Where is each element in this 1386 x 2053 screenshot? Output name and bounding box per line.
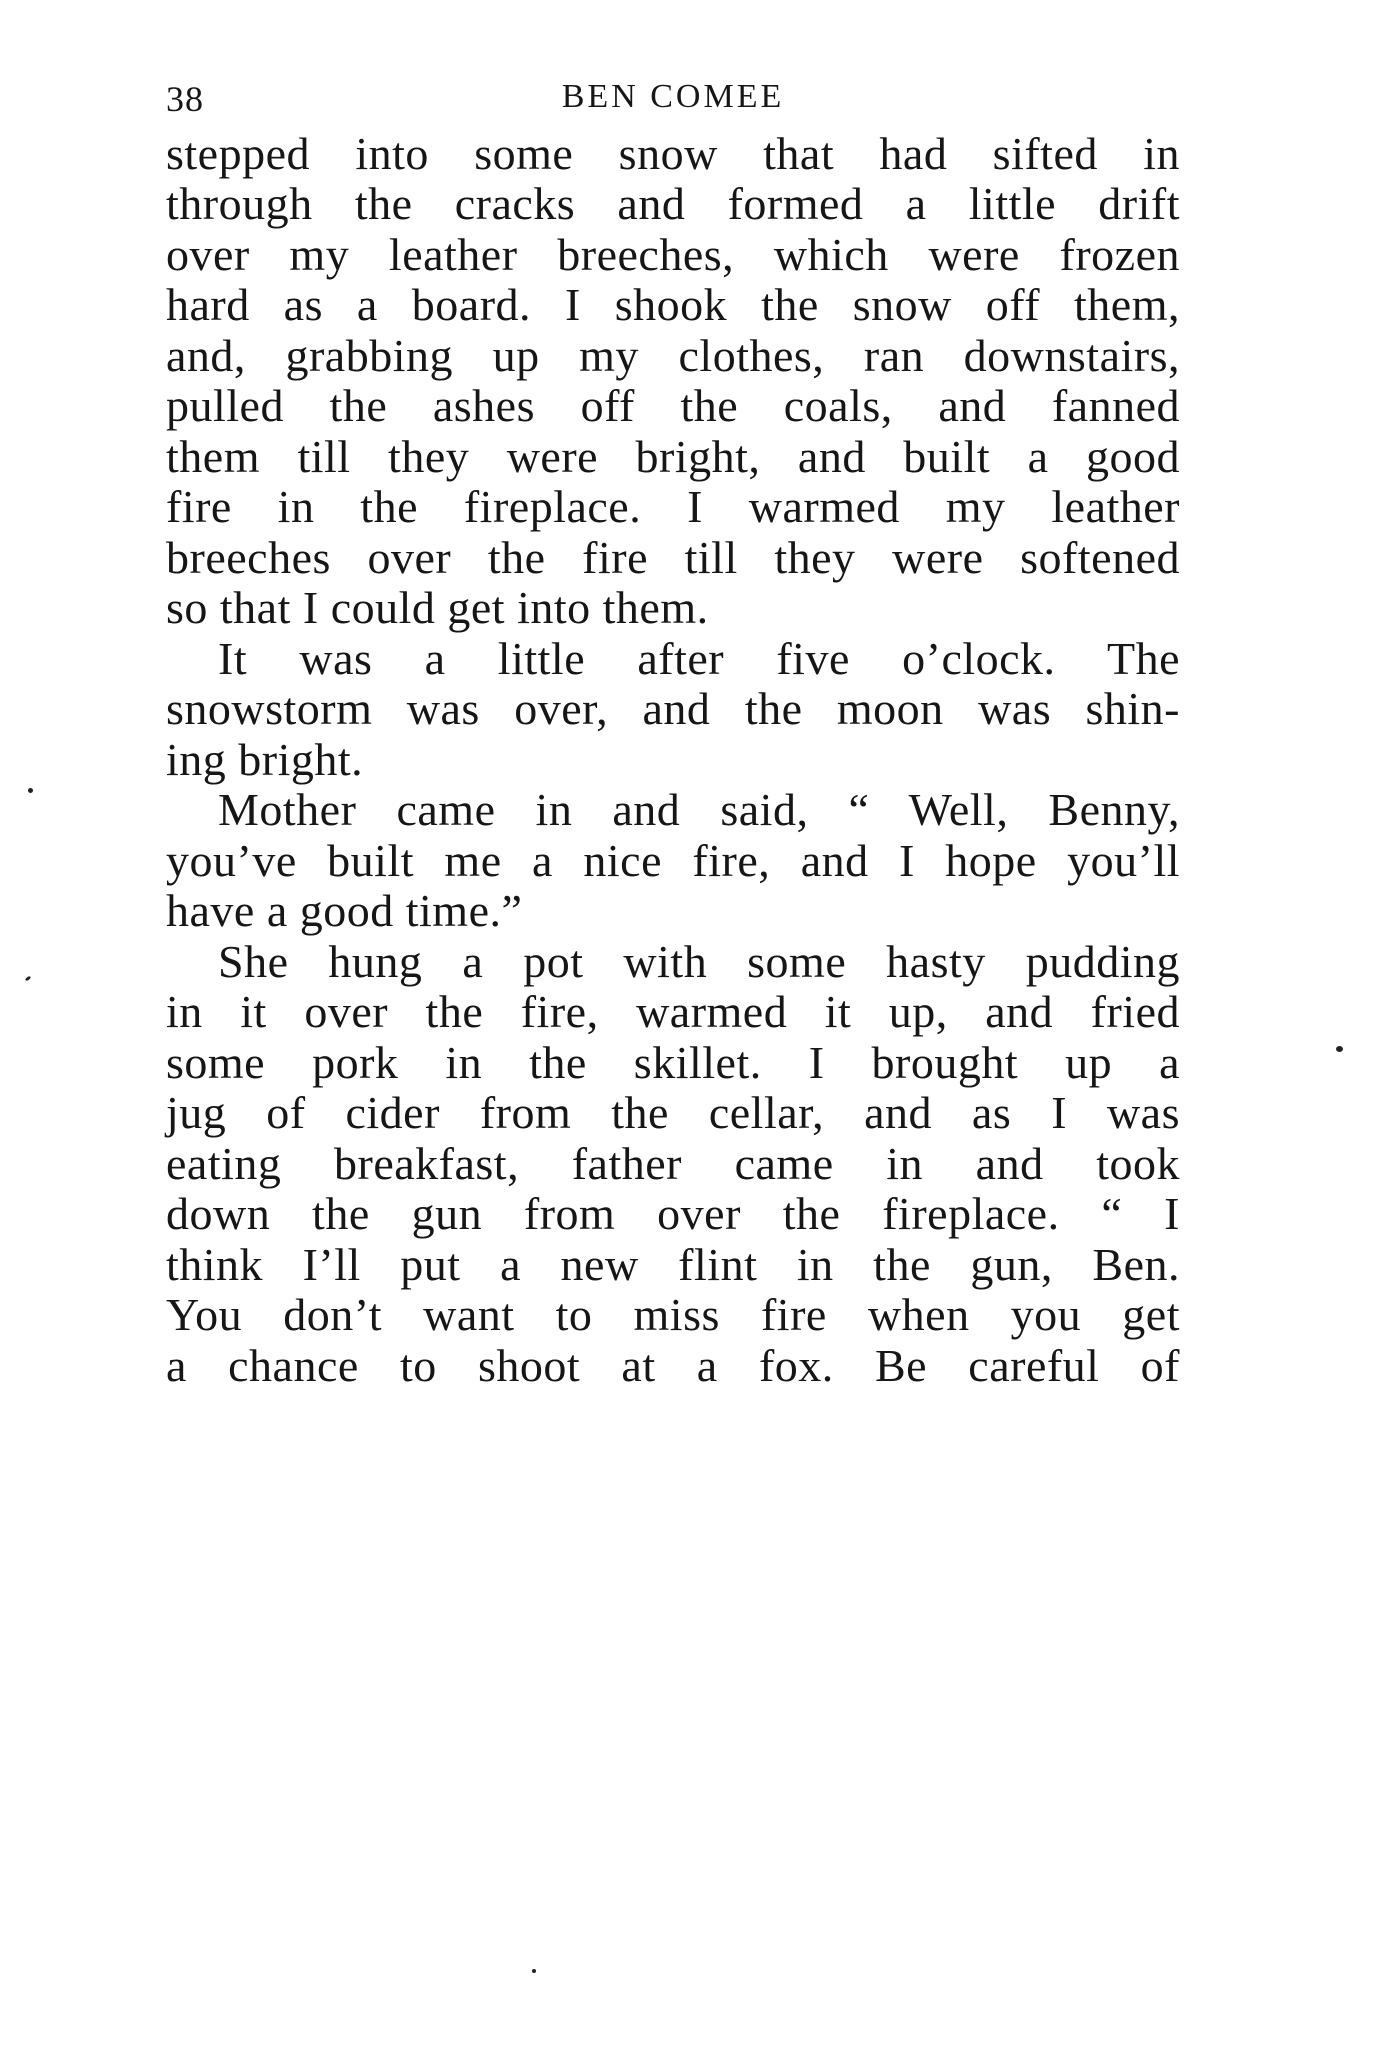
paragraph-first-line: She hung a pot with some hasty pudding <box>218 936 1180 987</box>
text-line: you’ve built me a nice fire, and I hope you’ll <box>166 835 1180 886</box>
paragraph-first-line: It was a little after five o’clock. The <box>218 633 1180 684</box>
text-line: in it over the fire, warmed it up, and fried <box>166 986 1180 1037</box>
text-line: jug of cider from the cellar, and as I was <box>166 1087 1180 1138</box>
paper-speck <box>532 1969 536 1973</box>
text-line: some pork in the skillet. I brought up a <box>166 1037 1180 1088</box>
text-line: ing bright. <box>166 734 364 785</box>
text-line: snowstorm was over, and the moon was shin- <box>166 683 1180 734</box>
text-line: over my leather breeches, which were frozen <box>166 229 1180 280</box>
text-line: eating breakfast, father came in and took <box>166 1138 1180 1189</box>
text-line: breeches over the fire till they were softened <box>166 532 1180 583</box>
text-line: pulled the ashes off the coals, and fanned <box>166 380 1180 431</box>
text-line: You don’t want to miss fire when you get <box>166 1289 1180 1340</box>
text-line: a chance to shoot at a fox. Be careful of <box>166 1340 1180 1391</box>
paper-speck <box>28 788 33 793</box>
text-line: stepped into some snow that had sifted in <box>166 128 1180 179</box>
running-title: BEN COMEE <box>561 78 785 115</box>
text-line: them till they were bright, and built a good <box>166 431 1180 482</box>
paper-speck <box>1336 1046 1343 1052</box>
text-line: fire in the fireplace. I warmed my leather <box>166 481 1180 532</box>
text-line: through the cracks and formed a little drift <box>166 178 1180 229</box>
text-line: have a good time.” <box>166 885 523 936</box>
paragraph-first-line: Mother came in and said, “ Well, Benny, <box>218 784 1180 835</box>
paper-speck <box>25 976 32 982</box>
text-line: and, grabbing up my clothes, ran downstairs, <box>166 330 1180 381</box>
text-line: so that I could get into them. <box>166 582 709 633</box>
page-number: 38 <box>166 79 204 119</box>
text-line: down the gun from over the fireplace. “ I <box>166 1188 1180 1239</box>
page-header <box>166 78 1180 128</box>
text-line: hard as a board. I shook the snow off them, <box>166 279 1180 330</box>
text-line: think I’ll put a new flint in the gun, Ben. <box>166 1239 1180 1290</box>
